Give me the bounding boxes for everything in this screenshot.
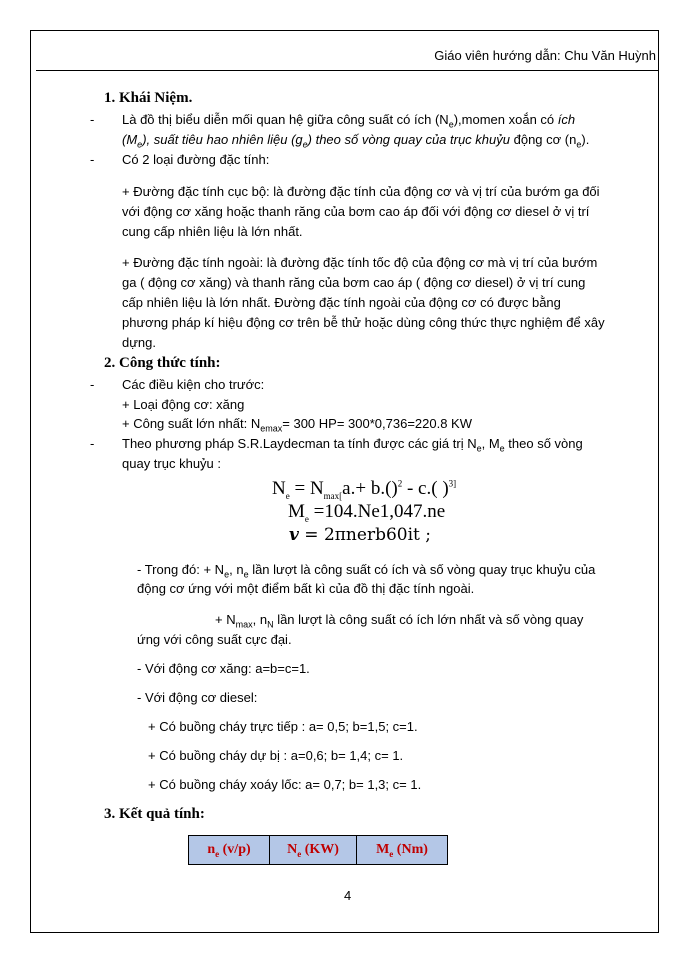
s1-bullet-1-line-1: Là đồ thị biểu diễn mối quan hệ giữa công suất có ích $(N_e),momen$ xoắn có ích bbox=[122, 112, 576, 130]
para-2-line: ga ( động cơ xăng) và thanh răng của bơm cao áp ( động cơ diesel) ở vị trí cung bbox=[122, 275, 586, 290]
page-number: 4 bbox=[344, 888, 352, 903]
diesel-direct: + Có buồng cháy trực tiếp : a= 0,5; b=1,5; c=1. bbox=[148, 719, 418, 734]
s1-bullet-1-line-2: $(M_e)$, suất tiêu hao nhiên liệu $(g_e)$ theo số vòng quay của trục khuỷu động cơ $(n_e)$. bbox=[122, 132, 590, 150]
petrol-coefficients: - Với động cơ xăng: a=b=c=1. bbox=[137, 661, 310, 676]
where-line-3: + $N_{max}$, $n_N$ lần lượt là công suất có ích lớn nhất và số vòng quay bbox=[215, 612, 584, 630]
diesel-swirl: + Có buồng cháy xoáy lốc: a= 0,7; b= 1,3; c= 1. bbox=[148, 777, 422, 792]
bullet-dash: - bbox=[90, 152, 95, 167]
s2-bullet-2-line-1: Theo phương pháp S.R.Laydecman ta tính được các giá trị $N_e$, $M_e$ theo số vòng bbox=[122, 436, 583, 454]
bullet-dash: - bbox=[90, 112, 95, 127]
para-2-line: phương pháp kí hiệu động cơ trên bễ thử hoặc dùng công thức thực nghiệm để xây bbox=[122, 315, 605, 330]
para-2-line: cấp nhiên liệu là lớn nhất. Đường đặc tính ngoài của động cơ có được bằng bbox=[122, 295, 561, 310]
para-1-line: cung cấp nhiên liệu là lớn nhất. bbox=[122, 224, 303, 239]
col-header-torque: $M_e$ (Nm) bbox=[357, 836, 448, 865]
para-2-line: + Đường đặc tính ngoài: là đường đặc tính tốc độ của động cơ mà vị trí của bướm bbox=[122, 255, 598, 270]
where-line-1: - Trong đó: + $N_e$, $n_e$ lần lượt là công suất có ích và số vòng quay trục khuỷu của bbox=[137, 562, 596, 580]
results-table bbox=[188, 835, 448, 865]
engine-type: + Loại động cơ: xăng bbox=[122, 397, 245, 412]
formula-me: $M_e =104.Ne1,047.ne$ bbox=[288, 501, 446, 524]
col-header-power: $N_e$ (KW) bbox=[270, 836, 357, 865]
s2-bullet-2-line-2: quay trục khuỷu : bbox=[122, 456, 221, 471]
diesel-prechamber: + Có buồng cháy dự bị : a=0,6; b= 1,4; c= 1. bbox=[148, 748, 404, 763]
s2-bullet-1: Các điều kiện cho trước: bbox=[122, 377, 265, 392]
page-header: Giáo viên hướng dẫn: Chu Văn Huỳnh bbox=[434, 48, 656, 63]
section-1-title: 1. Khái Niệm. bbox=[104, 90, 193, 106]
s1-bullet-2: Có 2 loại đường đặc tính: bbox=[122, 152, 270, 167]
section-3-title: 3. Kết quả tính: bbox=[104, 806, 205, 822]
para-1-line: + Đường đặc tính cục bộ: là đường đặc tính của động cơ và vị trí của bướm ga đối bbox=[122, 184, 600, 199]
section-2-title: 2. Công thức tính: bbox=[104, 355, 221, 371]
bullet-dash: - bbox=[90, 377, 95, 392]
max-power: + Công suất lớn nhất: $N_{emax}= 300$ HP= 300*0,736=220.8 KW bbox=[122, 416, 472, 434]
col-header-ne: $n_e$ (v/p) bbox=[189, 836, 270, 865]
para-1-line: với động cơ xăng hoặc thanh răng của bơm cao áp đối với động cơ diesel ở vị trí bbox=[122, 204, 590, 219]
formula-ne: $N_e = N_{max[}a.+ b.()^2 - c$.( )$^{3]}$ bbox=[272, 478, 457, 501]
para-2-line: dựng. bbox=[122, 335, 157, 350]
formula-v: v = 2πnerb60it ; bbox=[289, 525, 431, 545]
where-line-2: động cơ ứng với một điểm bất kì của đồ thị đặc tính ngoài. bbox=[137, 581, 475, 596]
diesel-heading: - Với động cơ diesel: bbox=[137, 690, 258, 705]
bullet-dash: - bbox=[90, 436, 95, 451]
header-rule bbox=[36, 70, 659, 71]
where-line-4: ứng với công suất cực đại. bbox=[137, 632, 292, 647]
table-row bbox=[189, 836, 448, 865]
